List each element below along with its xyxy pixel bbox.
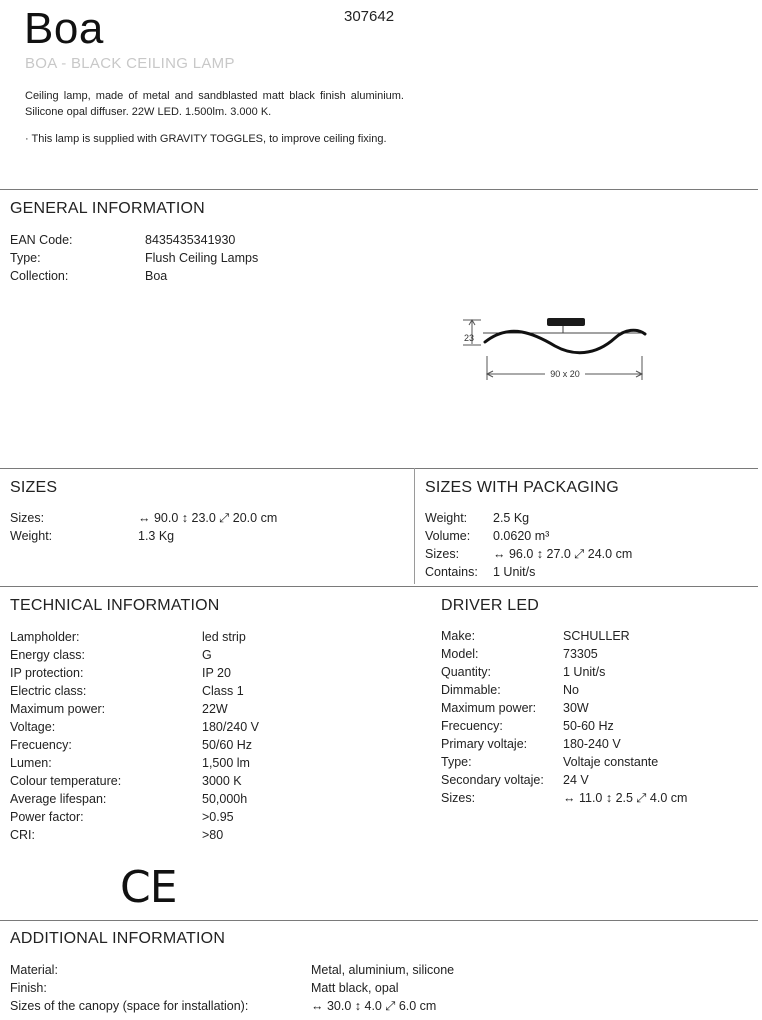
technical-value: IP 20	[202, 666, 231, 680]
canopy-shape	[547, 318, 585, 326]
driver-label: Frecuency:	[441, 719, 503, 733]
additional-value: Metal, aluminium, silicone	[311, 963, 455, 977]
divider	[0, 920, 758, 921]
packaging-value: 0.0620 m³	[493, 529, 550, 543]
technical-label: Frecuency:	[10, 738, 72, 752]
product-note: · This lamp is supplied with GRAVITY TOGGLES, to improve ceiling fixing.	[25, 133, 387, 145]
packaging-list	[425, 509, 745, 585]
additional-heading: ADDITIONAL INFORMATION	[10, 930, 226, 947]
technical-label: Lampholder:	[10, 630, 80, 644]
general-label: Collection:	[10, 269, 69, 283]
technical-value: 22W	[202, 702, 228, 716]
product-description: Ceiling lamp, made of metal and sandblasted matt black finish aluminium. Silicone opal diffuser. 22W LED. 1.500lm. 3.000 K.	[25, 90, 404, 118]
technical-label: CRI:	[10, 828, 35, 842]
packaging-value: ↔ 96.0 ↕ 27.0 ⤢ 24.0 cm	[493, 547, 633, 561]
sizes-list	[10, 509, 405, 549]
packaging-label: Sizes:	[425, 547, 460, 561]
technical-label: Voltage:	[10, 720, 56, 734]
technical-label: Maximum power:	[10, 702, 106, 716]
technical-label: Colour temperature:	[10, 774, 122, 788]
driver-label: Dimmable:	[441, 683, 501, 697]
technical-value: Class 1	[202, 684, 244, 698]
technical-value: 3000 K	[202, 774, 242, 788]
additional-value: Matt black, opal	[311, 981, 399, 995]
packaging-label: Volume:	[425, 529, 471, 543]
sizes-value: ↔ 90.0 ↕ 23.0 ⤢ 20.0 cm	[138, 511, 278, 525]
technical-value: 50/60 Hz	[202, 738, 253, 752]
driver-label: Quantity:	[441, 665, 492, 679]
width-dimension-label: 90 x 20	[550, 369, 580, 379]
driver-label: Make:	[441, 629, 476, 643]
technical-heading: TECHNICAL INFORMATION	[10, 597, 220, 614]
lamp-dimension-drawing	[455, 312, 655, 384]
additional-value: ↔ 30.0 ↕ 4.0 ⤢ 6.0 cm	[311, 999, 437, 1013]
driver-label: Secondary voltaje:	[441, 773, 544, 787]
driver-value: 50-60 Hz	[563, 719, 614, 733]
additional-label: Material:	[10, 963, 58, 977]
driver-value: No	[563, 683, 579, 697]
technical-label: Energy class:	[10, 648, 86, 662]
driver-label: Type:	[441, 755, 472, 769]
divider	[0, 586, 758, 587]
divider	[0, 468, 758, 469]
general-label: Type:	[10, 251, 41, 265]
technical-value: 50,000h	[202, 792, 248, 806]
driver-label: Sizes:	[441, 791, 476, 805]
driver-value: Voltaje constante	[563, 755, 659, 769]
general-label: EAN Code:	[10, 233, 73, 247]
technical-value: G	[202, 648, 212, 662]
general-info-list	[10, 231, 410, 291]
packaging-label: Contains:	[425, 565, 478, 579]
technical-value: >80	[202, 828, 224, 842]
technical-label: Power factor:	[10, 810, 84, 824]
technical-label: Average lifespan:	[10, 792, 107, 806]
column-divider	[414, 468, 415, 584]
sizes-label: Weight:	[10, 529, 53, 543]
product-title: Boa	[24, 4, 104, 53]
driver-label: Maximum power:	[441, 701, 537, 715]
driver-value: 73305	[563, 647, 598, 661]
packaging-heading: SIZES WITH PACKAGING	[425, 479, 619, 496]
driver-value: 30W	[563, 701, 589, 715]
general-value: 8435435341930	[145, 233, 236, 247]
product-code: 307642	[344, 8, 395, 25]
driver-value: SCHULLER	[563, 629, 630, 643]
sizes-value: 1.3 Kg	[138, 529, 175, 543]
technical-label: IP protection:	[10, 666, 84, 680]
technical-label: Lumen:	[10, 756, 52, 770]
packaging-value: 1 Unit/s	[493, 565, 536, 579]
height-dimension-label: 23	[464, 333, 475, 343]
general-info-heading: GENERAL INFORMATION	[10, 200, 205, 217]
driver-value: 1 Unit/s	[563, 665, 606, 679]
technical-value: 180/240 V	[202, 720, 259, 734]
general-value: Boa	[145, 269, 168, 283]
lamp-body-shape	[485, 330, 645, 352]
packaging-value: 2.5 Kg	[493, 511, 530, 525]
technical-label: Electric class:	[10, 684, 87, 698]
driver-value: ↔ 11.0 ↕ 2.5 ⤢ 4.0 cm	[563, 791, 688, 805]
driver-value: 180-240 V	[563, 737, 621, 751]
driver-label: Model:	[441, 647, 479, 661]
driver-list	[441, 627, 741, 809]
product-subtitle: BOA - BLACK CEILING LAMP	[25, 55, 235, 72]
driver-value: 24 V	[563, 773, 589, 787]
technical-value: 1,500 lm	[202, 756, 250, 770]
general-value: Flush Ceiling Lamps	[145, 251, 259, 265]
packaging-label: Weight:	[425, 511, 468, 525]
divider	[0, 189, 758, 190]
sizes-heading: SIZES	[10, 479, 58, 496]
driver-heading: DRIVER LED	[441, 597, 540, 614]
ce-mark-icon: CE	[120, 862, 177, 913]
additional-list	[10, 961, 570, 1017]
additional-label: Finish:	[10, 981, 47, 995]
technical-value: led strip	[202, 630, 246, 644]
sizes-label: Sizes:	[10, 511, 45, 525]
driver-label: Primary voltaje:	[441, 737, 528, 751]
additional-label: Sizes of the canopy (space for installation):	[10, 999, 249, 1013]
technical-list	[10, 628, 420, 846]
technical-value: >0.95	[202, 810, 234, 824]
